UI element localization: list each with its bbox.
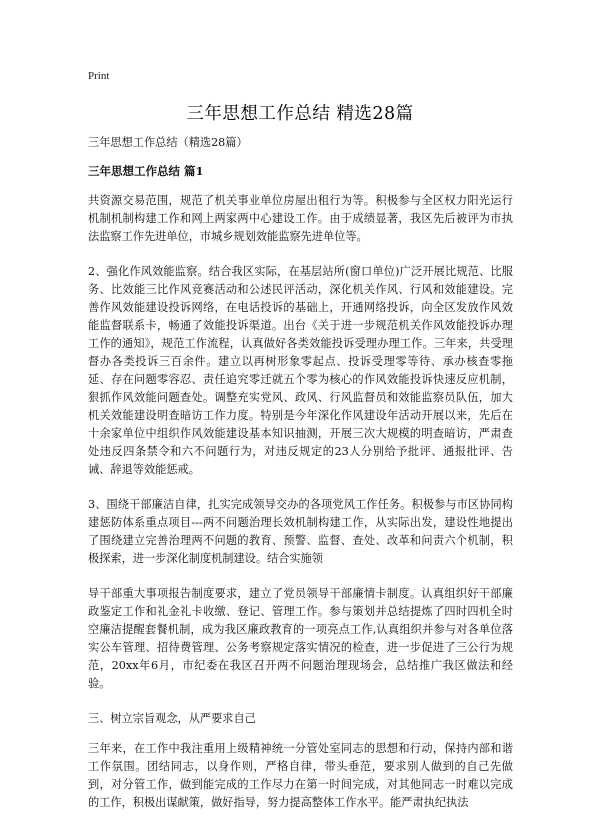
paragraph-4: 导干部重大事项报告制度要求，建立了党员领导干部廉情卡制度。认真组织好干部廉政鉴定工作和礼金礼卡收缴、登记、管理工作。参与策划并总结提炼了四时四机全时空廉洁提醒套餐机制，成为我区廉政教育的一项亮点工作,认真组织并参与对各单位落实公车管理、招待费管理、公务考察规定落实情况的检查，进一步促进了三公行为规范，20xx年6月，市纪委在我区召开两不问题治理现场会，总结推广我区做法和经验。 xyxy=(88,587,513,690)
document-subtitle: 三年思想工作总结（精选28篇） xyxy=(88,136,248,149)
print-label: Print xyxy=(88,70,110,82)
section-heading: 三年思想工作总结 篇1 xyxy=(88,164,204,178)
paragraph-2: 2、强化作风效能监察。结合我区实际，在基层站所(窗口单位)广泛开展比规范、比服务、比效能三比作风竞赛活动和公述民评活动，深化机关作风、行风和效能建设。完善作风效能建设投诉网络，在电话投诉的基础上，开通网络投诉，向全区发放作风效能监督联系卡，畅通了效能投诉渠道。出台《关于进一步规范机关作风效能投诉办理工作的通知》，规范工作流程，认真做好各类效能投诉受理办理工作。三年来，共受理督办各类投诉三百余件。建立以再树形象零起点、投诉受理零等待、承办核查零拖延、存在问题零容忍、责任追究零迁就五个零为核心的作风效能投诉快速反应机制，狠抓作风效能问题查处。调整充实党风、政风、行风监督员和效能监察员队伍，加大机关效能建设明查暗访工作力度。特别是今年深化作风建设年活动开展以来，先后在十余家单位中组织作风效能建设基本知识抽测，开展三次大规模的明查暗访，严肃查处违反四条禁令和六不问题行为，对违反规定的23人分别给予批评、通报批评、告诫、辞退等效能惩戒。 xyxy=(88,265,513,476)
paragraph-3: 3、围绕干部廉洁自律，扎实完成领导交办的各项党风工作任务。积极参与市区协同构建惩防体系重点项目---两不问题治理长效机制构建工作，从实际出发，建设性地提出了围绕建立完善治理两不问题的教育、预警、监督、查处、改革和问责六个机制，积极探索，进一步深化制度机制建设。结合实施领 xyxy=(88,498,513,565)
paragraph-6: 三年来，在工作中我注重用上级精神统一分管处室同志的思想和行动，保持内部和谐工作氛围。团结同志，以身作则，严格自律，带头垂范，要求别人做到的自己先做到，对分管工作，做到能完成的工作尽力在第一时间完成，对其他同志一时难以完成的工作，积极出谋献策，做好指导，努力提高整体工作水平。能严肃执纪执法 xyxy=(88,742,513,809)
paragraph-5: 三、树立宗旨观念，从严要求自己 xyxy=(88,712,256,725)
paragraph-1: 共资源交易范围，规范了机关事业单位房屋出租行为等。积极参与全区权力阳光运行机制机制构建工作和网上两家两中心建设工作。由于成绩显著，我区先后被评为市执法监察工作先进单位，市城乡规划效能监察先进单位等。 xyxy=(88,194,513,243)
document-body xyxy=(88,134,513,829)
document-title: 三年思想工作总结 精选28篇 xyxy=(186,104,414,124)
